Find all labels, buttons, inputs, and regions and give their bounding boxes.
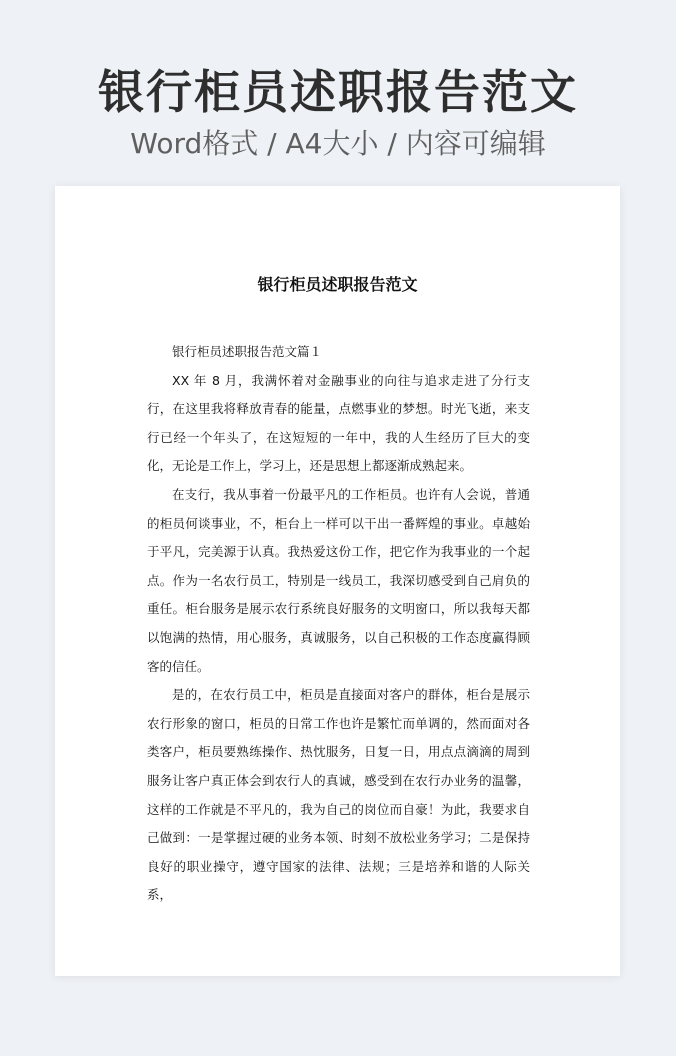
banner-title: 银行柜员述职报告范文 [98, 65, 578, 119]
document-title: 银行柜员述职报告范文 [257, 275, 418, 294]
paragraph-1: XX 年 8 月，我满怀着对金融事业的向往与追求走进了分行支行，在这里我将释放青春的能量，点燃事业的梦想。时光飞逝，来支行已经一个年头了，在这短短的一年中，我的人生经历了巨大的变化，无论是工作上，学习上，还是思想上都逐渐成熟起来。 [147, 372, 530, 474]
document-page [55, 186, 620, 976]
paragraph-2: 在支行，我从事着一份最平凡的工作柜员。也许有人会说，普通的柜员何谈事业，不，柜台上一样可以干出一番辉煌的事业。卓越始于平凡，完美源于认真。我热爱这份工作，把它作为我事业的一个起点。作为一名农行员工，特别是一线员工，我深切感受到自己肩负的重任。柜台服务是展示农行系统良好服务的文明窗口，所以我每天都以饱满的热情，用心服务，真诚服务，以自己积极的工作态度赢得顾客的信任。 [147, 486, 530, 674]
banner-subtitle: Word格式 / A4大小 / 内容可编辑 [130, 127, 546, 160]
document-body [147, 338, 530, 910]
banner-header [0, 60, 676, 164]
paragraph-3: 是的，在农行员工中，柜员是直接面对客户的群体，柜台是展示农行形象的窗口，柜员的日常工作也许是繁忙而单调的，然而面对各类客户，柜员要熟练操作、热忱服务，日复一日，用点点滴滴的周到服务让客户真正体会到农行人的真诚，感受到在农行办业务的温馨，这样的工作就是不平凡的，我为自己的岗位而自豪！为此，我要求自己做到：一是掌握过硬的业务本领、时刻不放松业务学习；二是保持良好的职业操守，遵守国家的法律、法规；三是培养和谐的人际关系， [147, 687, 530, 903]
section-heading: 银行柜员述职报告范文篇１ [172, 344, 323, 359]
